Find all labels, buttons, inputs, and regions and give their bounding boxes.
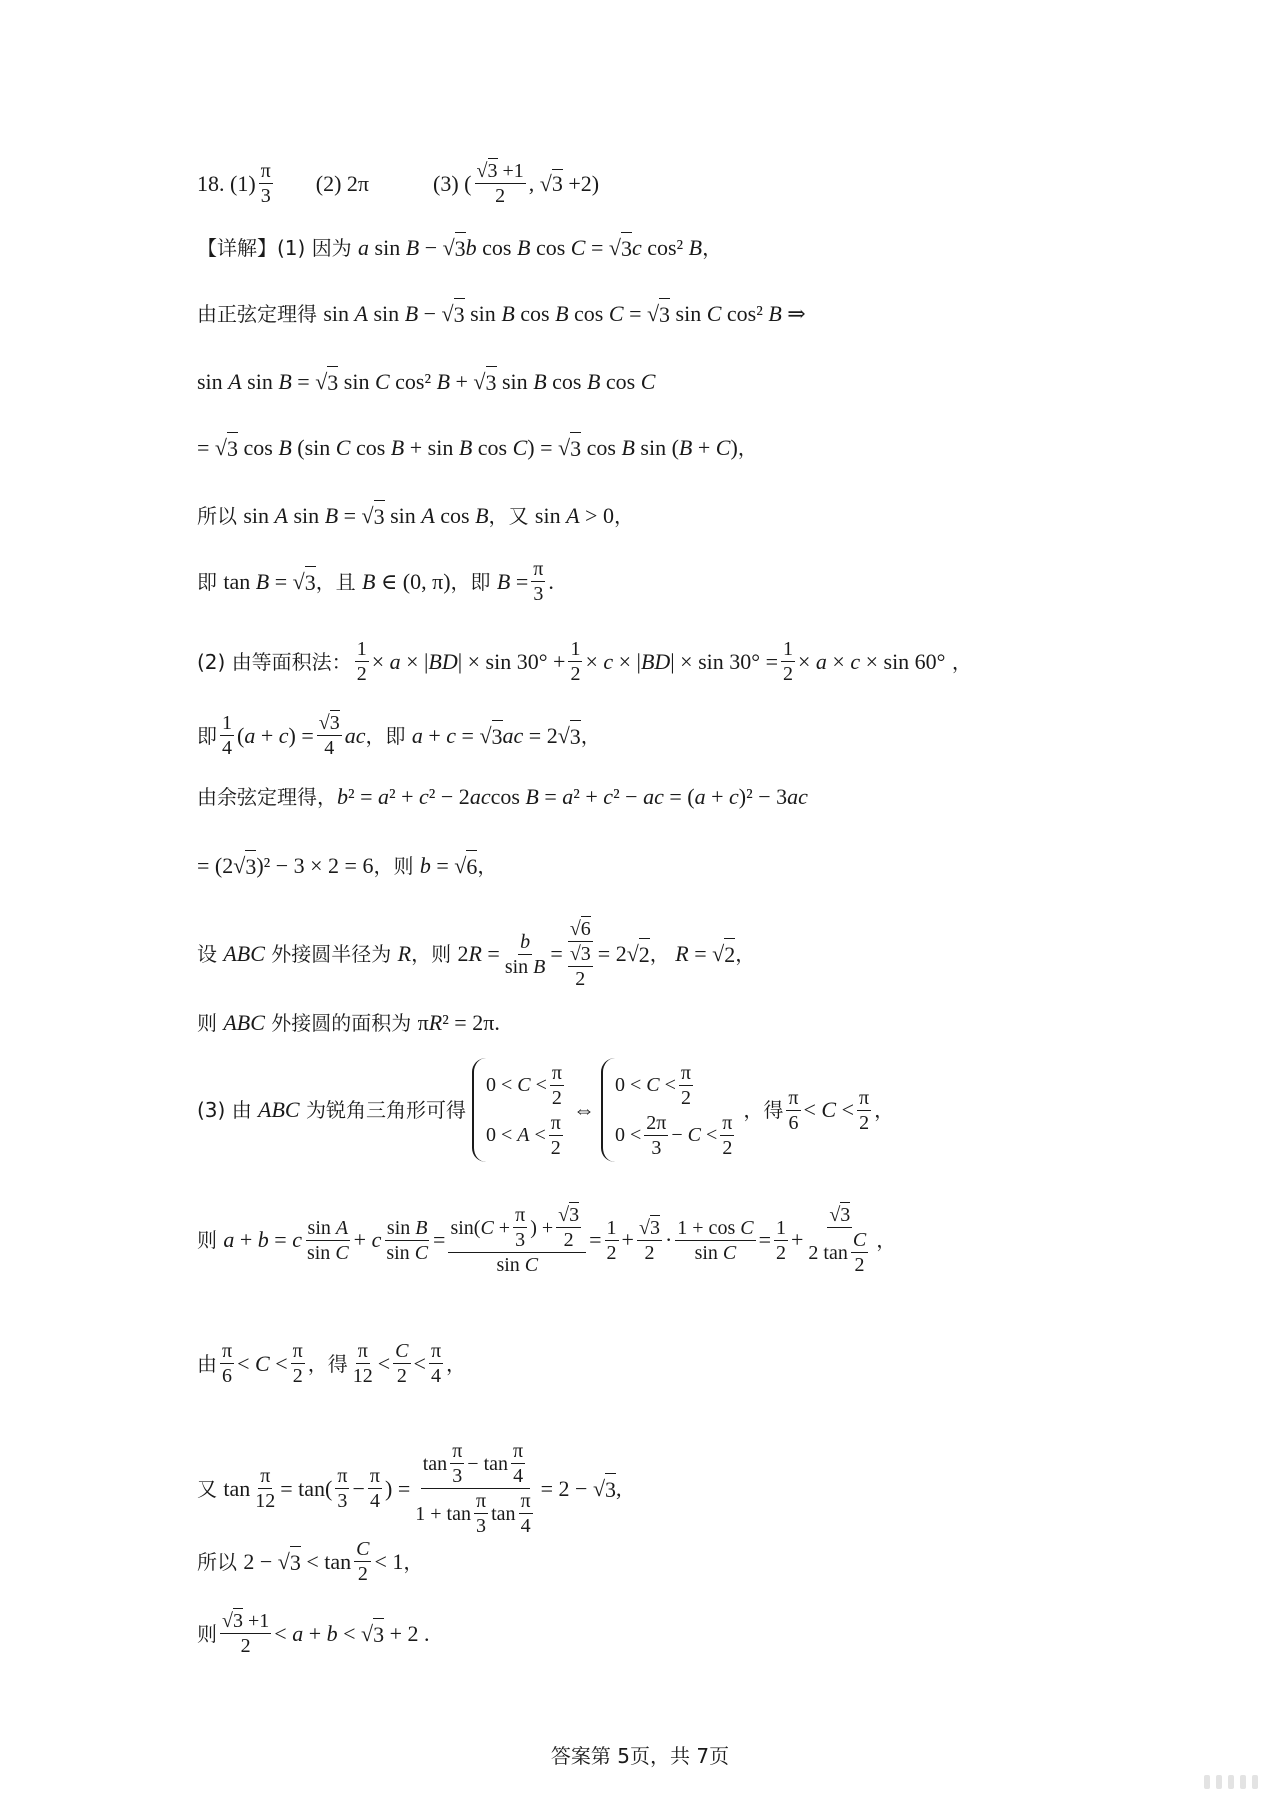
detail-line-12: 则 ABC 外接圆的面积为 π R ² = 2π. [197, 1010, 500, 1035]
detail-line-15: 由 $\frac{\pi}{6}$ < C < $\frac{\pi}{2}$ ，得 $\frac{\pi}{12}$ < $\frac{C}{2}$ < $\frac{\pi}{4}$ ， [197, 1340, 467, 1387]
problem-header: 18 . (1) $\frac{\pi}{3}$ (2) 2π (3) ( $\frac{√3 +1}{2}$ , √3 +2) [197, 160, 600, 207]
detail-line-3: sin A sin B = √ 3 sin C cos² B + √ 3 sin B cos B cos C [197, 366, 655, 398]
scrollbar-indicator[interactable] [1204, 1775, 1258, 1789]
detail-line-18: 则 $\frac{√3 +1}{2}$ < a + b < √ 3 + 2 . [197, 1610, 430, 1657]
detail-line-13: (3) 由 ABC 为锐角三角形可得 0 < C < $\frac{\pi}{2}$ 0 < A < $\frac{\pi}{2}$ ⇔ 0 < C < $\frac{\pi}{2}$ 0 < $\frac{2\pi}{3}$ − C < $\frac{\pi}{2}$ ，得 $\frac{\pi}{6}$ < C < $\frac{\pi}{2}$ ， [197, 1058, 894, 1162]
detail-line-17: 所以 2 − √ 3 < tan $\frac{C}{2}$ < 1 ， [197, 1538, 424, 1585]
detail-line-11: 设 ABC 外接圆半径为 R ，则 2 R = $\frac{b}{\text{sin B}}$ = $\frac{√6}{\frac{√3}{2}}$ = 2√ 2 ， R = √ 2 ， [197, 918, 756, 990]
detail-line-10: = (2√ 3 )² − 3 × 2 = 6 ，则 b = √ 6 ， [197, 850, 497, 882]
detail-line-1: 【详解】 (1) 因为 a sin B − √ 3 b cos B cos C = √ 3 c cos² B ， [197, 232, 722, 264]
detail-line-4: = √ 3 cos B (sin C cos B + sin B cos C ) = √ 3 cos B sin ( B + C ) ， [197, 432, 758, 464]
page-footer: 答案第 5页，共 7页 [550, 1744, 730, 1768]
problem-number: 18 [197, 170, 219, 196]
detail-line-8: 即 $\frac{1}{4}$ ( a + c ) = $\frac{√3}{4}$ ac ，即 a + c = √ 3 ac = 2√ 3 ， [197, 712, 601, 759]
detail-line-9: 由余弦定理得， b ² = a ² + c ² − 2 ac cos B = a ² + c ² − ac = ( a + c )² − 3 ac [197, 784, 808, 809]
detail-label: 【详解】 [197, 236, 277, 260]
detail-line-14: 则 a + b = c $\frac{\text{sin A}}{\text{sin C}}$ + c $\frac{\text{sin B}}{\text{sin C}}$ = sin( C + $\frac{\pi}{3}$ ) + $\frac{√3}{2}$ sin C = $\frac{1}{2}$ + $\frac{√3}{2}$ · $\frac{\text{1 + cos C}}{\text{sin C}}$ = $\frac{1}{2}$ + √3 2 tan $\frac{C}{2}$ ， [197, 1204, 897, 1276]
detail-line-2: 由正弦定理得 sin A sin B − √ 3 sin B cos B cos C = √ 3 sin C cos² B ⇒ [197, 298, 806, 330]
detail-line-7: (2) 由等面积法： $\frac{1}{2}$ × a × | BD | × sin 30° + $\frac{1}{2}$ × c × | BD | × sin 30° = $\frac{1}{2}$ × a × c × sin 60° ， [197, 638, 972, 685]
detail-line-5: 所以 sin A sin B = √ 3 sin A cos B ，又 sin A > 0 ， [197, 500, 634, 532]
detail-line-6: 即 tan B = √ 3 ，且 B ∈ (0, π) ，即 B = $\frac{\pi}{3}$ . [197, 558, 554, 605]
detail-line-16: 又 tan $\frac{\pi}{12}$ = tan( $\frac{\pi}{3}$ − $\frac{\pi}{4}$ ) = tan $\frac{\pi}{3}$ − tan $\frac{\pi}{4}$ 1 + tan $\frac{\pi}{3}$ tan $\frac{\pi}{4}$ = 2 − √ 3 , [197, 1440, 622, 1537]
